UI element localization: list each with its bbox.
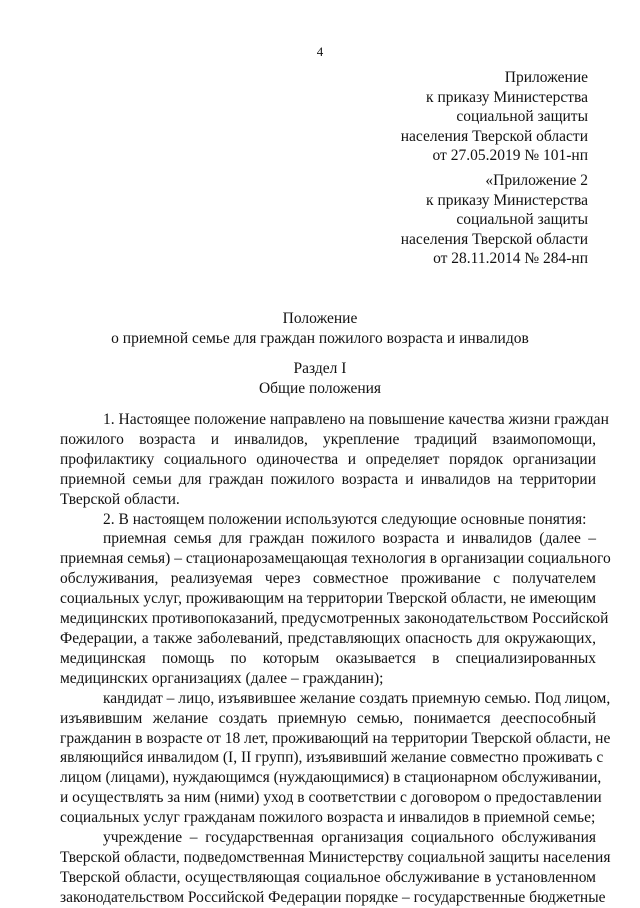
paragraph-line: социальных услуг гражданам пожилого возраста и инвалидов в приемной семье; — [60, 809, 596, 827]
document-body — [60, 410, 611, 908]
section-heading — [0, 359, 640, 398]
document-subtitle-line: о приемной семье для граждан пожилого возраста и инвалидов — [111, 329, 529, 347]
page-number: 4 — [316, 44, 324, 59]
paragraph-line: кандидат – лицо, изъявившее желание создать приемную семью. Под лицом, — [103, 689, 611, 707]
appendix-current-block — [288, 68, 588, 166]
appendix-original-line: «Приложение 2 — [485, 172, 588, 189]
paragraph-line: приемная семья) – стационарозамещающая технология в организации социального — [60, 550, 611, 568]
paragraph-line: лицом (лицами), нуждающимся (нуждающимися) в стационарном обслуживании, — [60, 769, 602, 787]
appendix-original-line: социальной защиты — [456, 211, 588, 228]
paragraph-line: 1. Настоящее положение направлено на повышение качества жизни граждан — [103, 411, 609, 428]
paragraph-line: медицинских противопоказаний, предусмотренных законодательством Российской — [60, 610, 609, 628]
paragraph-line: изъявившим желание создать приемную семью, понимается дееспособный — [60, 709, 596, 727]
appendix-current-line: от 27.05.2019 № 101-нп — [432, 147, 588, 164]
appendix-current-line: Приложение — [504, 69, 588, 86]
paragraph-line: социальных услуг, проживающим на территории Тверской области, не имеющим — [60, 590, 597, 608]
paragraph-line: приемной семьи для граждан пожилого возраста и инвалидов на территории — [60, 470, 596, 488]
paragraph-line: пожилого возраста и инвалидов, укрепление традиций взаимопомощи, — [60, 430, 596, 448]
paragraph-line: медицинских организациях (далее – гражданин); — [60, 669, 384, 687]
paragraph-line: Федерации, а также заболеваний, представляющих опасность для окружающих, — [60, 629, 596, 647]
paragraph-line: законодательством Российской Федерации порядке – государственные бюджетные — [60, 888, 606, 906]
document-title — [0, 309, 640, 348]
paragraph-line: медицинская помощь по которым оказывается в специализированных — [60, 649, 596, 667]
appendix-current-line: к приказу Министерства — [426, 88, 588, 106]
appendix-original-line: от 28.11.2014 № 284-нп — [433, 250, 588, 267]
paragraph-line: профилактику социального одиночества и определяет порядок организации — [60, 450, 596, 468]
appendix-original-block — [288, 171, 588, 269]
paragraph-line: обслуживания, реализуемая через совместное проживание с получателем — [60, 570, 596, 588]
paragraph-line: 2. В настоящем положении используются следующие основные понятия: — [103, 510, 587, 528]
document-title-line: Положение — [282, 310, 358, 327]
appendix-original-line: к приказу Министерства — [426, 191, 588, 209]
paragraph-line: Тверской области, осуществляющая социальное обслуживание в установленном — [60, 868, 596, 886]
appendix-current-line: социальной защиты — [456, 108, 588, 125]
paragraph-line: являющийся инвалидом (I, II групп), изъявивший желание совместно проживать с — [60, 749, 604, 767]
appendix-original-line: населения Тверской области — [400, 230, 588, 248]
paragraph-line: Тверской области. — [60, 490, 180, 508]
paragraph-line: приемная семья для граждан пожилого возраста и инвалидов (далее – — [103, 530, 596, 548]
paragraph-line: учреждение – государственная организация социального обслуживания — [103, 829, 596, 847]
paragraph-line: и осуществлять за ним (ними) уход в соответствии с договором о предоставлении — [60, 789, 602, 807]
paragraph-line: гражданин в возрасте от 18 лет, проживающий на территории Тверской области, не — [60, 729, 611, 747]
appendix-current-line: населения Тверской области — [400, 127, 588, 145]
section-name: Общие положения — [258, 379, 382, 397]
paragraph-line: Тверской области, подведомственная Министерству социальной защиты населения — [60, 848, 611, 866]
section-number: Раздел I — [293, 360, 347, 377]
